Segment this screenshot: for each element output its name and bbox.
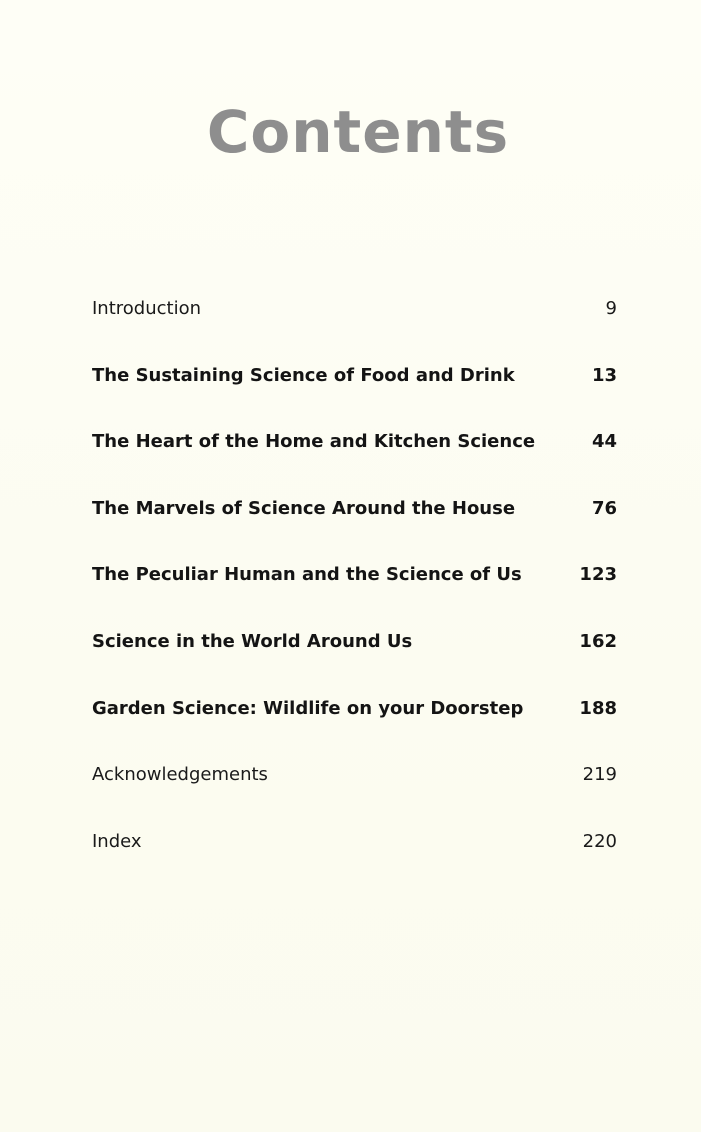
toc-entry-title: Index (92, 830, 142, 852)
toc-entry-kitchen-science[interactable] (92, 425, 617, 492)
toc-entry-page: 220 (582, 830, 617, 852)
toc-entry-page: 44 (591, 431, 617, 453)
toc-entry-page: 76 (591, 497, 617, 519)
toc-entry-title: The Heart of the Home and Kitchen Science (92, 431, 536, 453)
toc-entry-around-the-house[interactable] (92, 492, 617, 559)
toc-entry-title: The Marvels of Science Around the House (92, 497, 516, 519)
toc-entry-garden-science[interactable] (92, 692, 617, 759)
toc-entry-page: 162 (579, 630, 617, 652)
toc-entry-title: Introduction (92, 298, 202, 319)
toc-entry-page: 188 (579, 697, 617, 719)
toc-entry-acknowledgements[interactable] (92, 758, 617, 825)
toc-entry-world-around-us[interactable] (92, 625, 617, 692)
toc-entry-page: 219 (582, 764, 617, 786)
toc-entry-introduction[interactable] (92, 292, 617, 359)
toc-entry-page: 13 (591, 364, 617, 386)
toc-entry-page: 123 (579, 564, 617, 586)
toc-entry-title: The Sustaining Science of Food and Drink (92, 364, 515, 386)
toc-entry-page: 9 (605, 298, 617, 319)
table-of-contents (92, 292, 617, 891)
toc-entry-title: Acknowledgements (92, 764, 268, 786)
page-title: Contents (206, 98, 510, 166)
toc-entry-index[interactable] (92, 825, 617, 892)
toc-entry-food-and-drink[interactable] (92, 359, 617, 426)
toc-entry-title: The Peculiar Human and the Science of Us (92, 564, 522, 586)
toc-entry-science-of-us[interactable] (92, 558, 617, 625)
toc-entry-title: Science in the World Around Us (92, 630, 413, 652)
toc-entry-title: Garden Science: Wildlife on your Doorstep (92, 697, 524, 719)
